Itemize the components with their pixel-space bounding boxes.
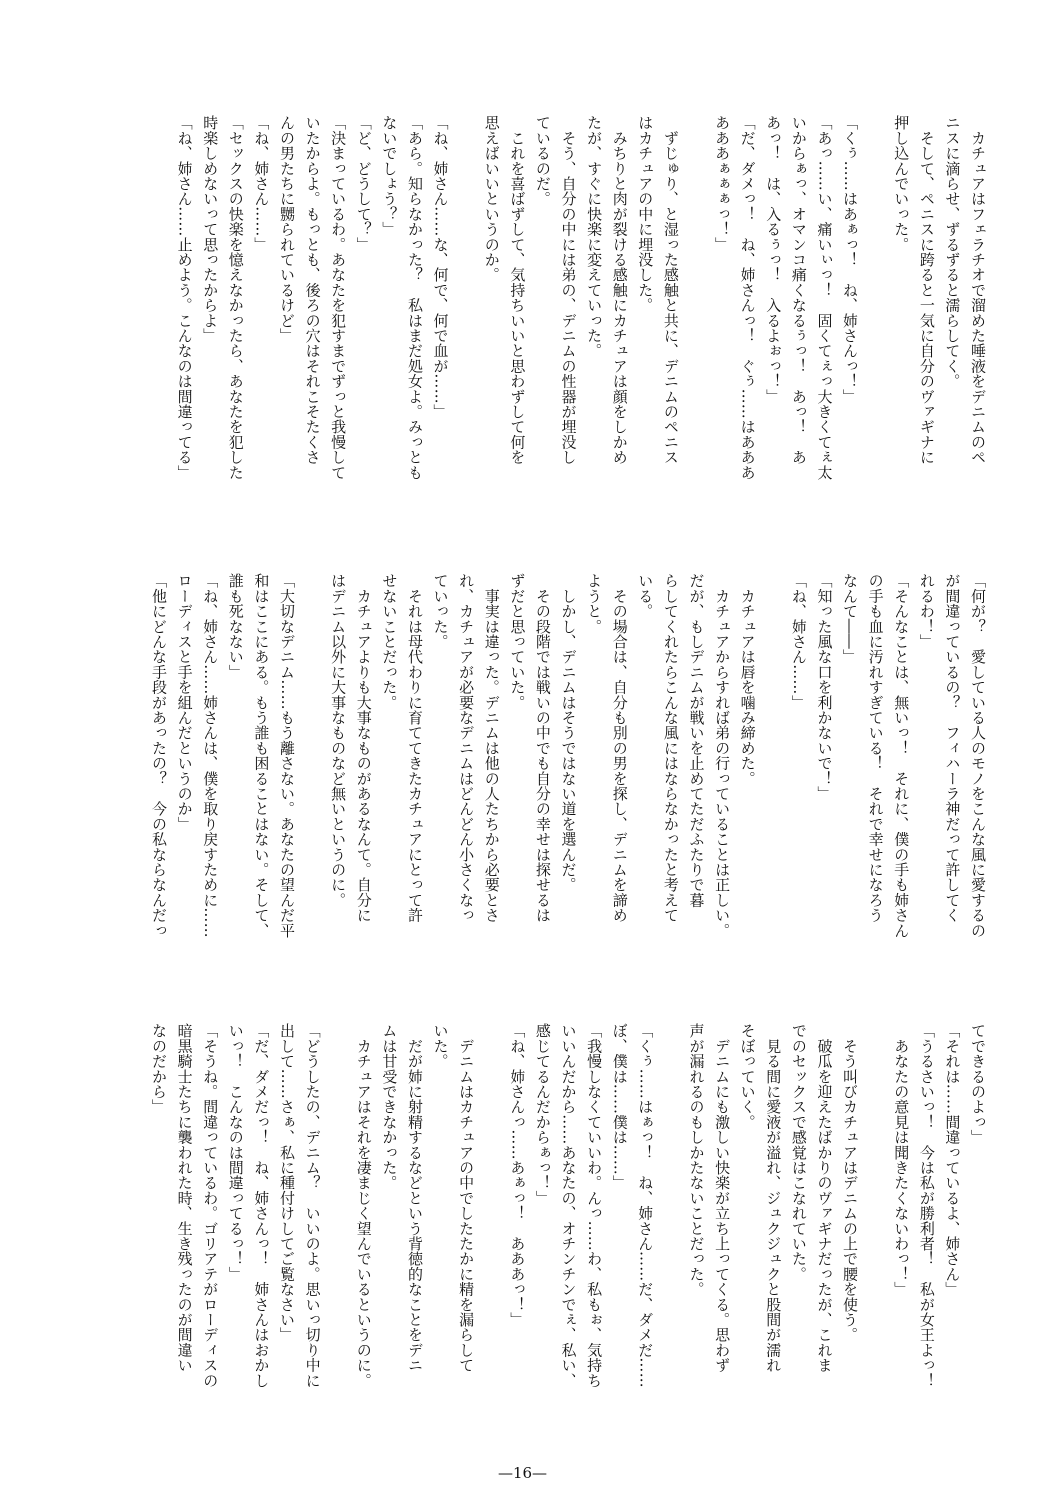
text-line: 誰も死なない」 xyxy=(226,573,245,680)
text-line: カチュアは唇を噛み締めた。 xyxy=(738,573,757,786)
text-line: いたからよ。もっとも、後ろの穴はそれこそたくさ xyxy=(303,115,322,465)
text-line: だが、もしデニムが戦いを止めてただふたりで暮 xyxy=(687,573,706,908)
paragraph-gap xyxy=(657,1023,683,1463)
paragraph-gap xyxy=(862,115,888,590)
text-line: 声が漏れるのもしかたないことだった。 xyxy=(687,1023,706,1297)
text-tier-top xyxy=(60,115,990,590)
text-line: せないことだった。 xyxy=(380,573,399,710)
text-line: いる。 xyxy=(636,573,655,619)
text-line: 「あら。知らなかった？ 私はまだ処女よ。みっとも xyxy=(405,115,424,480)
text-line: 破瓜を迎えたばかりのヴァギナだったが、これま xyxy=(815,1023,834,1373)
paragraph-gap xyxy=(453,115,479,590)
text-line: いた。 xyxy=(431,1023,450,1069)
text-line: てできるのよっ」 xyxy=(969,1023,987,1145)
paragraph-gap xyxy=(862,1023,888,1463)
text-line: 思えばいいというのか。 xyxy=(482,115,501,283)
text-line: 時楽しめないって思ったからよ」 xyxy=(201,115,220,343)
text-line: 「ど、どうして？」 xyxy=(354,115,373,252)
text-line: 「あっ……い、痛いぃっ！ 固くてぇっ大きくてぇ太 xyxy=(815,115,834,480)
text-line: そう叫びカチュアはデニムの上で腰を使う。 xyxy=(841,1023,860,1343)
text-line: なんて――」 xyxy=(841,573,860,665)
text-line: 「ね、姉さん……止めよう。こんなのは間違ってる」 xyxy=(175,115,194,480)
text-line: 「どうしたの、デニム？ いいのよ。思いっ切り中に xyxy=(303,1023,322,1388)
text-line: カチュアからすれば弟の行っていることは正しい。 xyxy=(713,573,732,938)
text-line: 感じてるんだからぁっ！」 xyxy=(533,1023,552,1206)
text-line: はデニム以外に大事なものなど無いというのに。 xyxy=(329,573,348,908)
text-line: あああぁぁぁっ！」 xyxy=(713,115,732,252)
text-line: 「それは……間違っているよ、姉さん」 xyxy=(943,1023,962,1297)
text-line: んの男たちに嬲られているけど」 xyxy=(277,115,296,343)
text-line: ムは甘受できなかった。 xyxy=(380,1023,399,1191)
text-line: が間違っているの？ フィハーラ神だって許してく xyxy=(943,573,962,923)
text-line: 「知った風な口を利かないで！」 xyxy=(815,573,834,801)
text-line: カチュアはそれを凄まじく望んでいるというのに。 xyxy=(354,1023,373,1388)
text-line: あっ！ は、入るぅっ！ 入るよぉっ！」 xyxy=(764,115,783,404)
text-tier-bottom xyxy=(60,1023,990,1463)
text-line: みちりと肉が裂ける感触にカチュアは顔をしかめ xyxy=(610,115,629,465)
vertical-text-block xyxy=(60,115,990,590)
text-line: 「セックスの快楽を憶えなかったら、あなたを犯した xyxy=(226,115,245,480)
text-line: そぼっていく。 xyxy=(738,1023,757,1130)
text-line: れるわ！」 xyxy=(917,573,936,649)
text-line: しかし、デニムはそうではない道を選んだ。 xyxy=(559,573,578,893)
text-line: ニスに滴らせ、ずるずると濡らしてく。 xyxy=(943,115,962,389)
text-line: それは母代わりに育ててきたカチュアにとって許 xyxy=(405,573,424,923)
text-line: 「他にどんな手段があったの？ 今の私ならなんだっ xyxy=(150,573,168,938)
text-line: ようと。 xyxy=(585,573,604,634)
text-line: いからぁっ、オマンコ痛くなるぅっ！ あっ！ あ xyxy=(789,115,808,465)
text-line: デニムにも激しい快楽が立ち上ってくる。思わず xyxy=(713,1023,732,1373)
text-line: 「ね、姉さん……」 xyxy=(789,573,808,710)
text-line: 事実は違った。デニムは他の人たちから必要とさ xyxy=(482,573,501,923)
text-line: 「そうね。間違っているわ。ゴリアテがローディスの xyxy=(201,1023,220,1388)
text-line: いっ！ こんなのは間違ってるっ！」 xyxy=(226,1023,245,1282)
text-line: ていった。 xyxy=(431,573,450,649)
text-tier-middle xyxy=(60,573,990,1043)
text-line: だが姉に射精するなどという背徳的なことをデニ xyxy=(405,1023,424,1373)
text-line: そして、ペニスに跨ると一気に自分のヴァギナに xyxy=(917,115,936,465)
vertical-text-block xyxy=(60,1023,990,1463)
text-line: 「くぅ……はぁっ！ ね、姉さん……だ、ダメだ…… xyxy=(636,1023,655,1388)
text-line: ているのだ。 xyxy=(533,115,552,207)
text-line: 暗黒騎士たちに襲われた時、生き残ったのが間違い xyxy=(175,1023,194,1373)
text-line: 「うるさいっ！ 今は私が勝利者！ 私が女王よっ！ xyxy=(917,1023,936,1388)
page-number: —16— xyxy=(497,1464,548,1482)
text-line: その段階では戦いの中でも自分の幸せは探せるは xyxy=(533,573,552,923)
text-line: 「決まっているわ。あなたを犯すまでずっと我慢して xyxy=(329,115,348,480)
text-line: 「そんなことは、無いっ！ それに、僕の手も姉さん xyxy=(892,573,911,938)
text-line: 「だ、ダメっ！ ね、姉さんっ！ ぐぅ……はあああ xyxy=(738,115,757,480)
text-line: 「ね、姉さんっ……あぁっ！ あああっ！」 xyxy=(508,1023,527,1327)
text-line: ないでしょう？」 xyxy=(380,115,399,237)
text-line: でのセックスで感覚はこなれていた。 xyxy=(789,1023,808,1282)
text-line: なのだから」 xyxy=(150,1023,168,1115)
text-line: いいんだから……あなたの、オチンチンでぇ、私い、 xyxy=(559,1023,578,1388)
text-line: 「だ、ダメだっ！ ね、姉さんっ！ 姉さんはおかし xyxy=(252,1023,271,1388)
text-line: たが、すぐに快楽に変えていった。 xyxy=(585,115,604,359)
paragraph-gap xyxy=(760,573,786,1043)
vertical-text-block xyxy=(60,573,990,1043)
text-line: ぼ、僕は……僕は……」 xyxy=(610,1023,629,1191)
text-line: その場合は、自分も別の男を探し、デニムを諦め xyxy=(610,573,629,923)
text-line: これを喜ばずして、気持ちいいと思わずして何を xyxy=(508,115,527,465)
paragraph-gap xyxy=(478,1023,504,1463)
text-line: ずだと思っていた。 xyxy=(508,573,527,710)
paragraph-gap xyxy=(325,1023,351,1463)
text-line: あなたの意見は聞きたくないわっ！」 xyxy=(892,1023,911,1297)
paragraph-gap xyxy=(299,573,325,1043)
text-line: 「くぅ……はあぁっ！ ね、姉さんっ！」 xyxy=(841,115,860,404)
text-line: 押し込んでいった。 xyxy=(892,115,911,252)
text-line: ローディスと手を組んだというのか」 xyxy=(175,573,194,832)
text-line: ずじゅり、と湿った感触と共に、デニムのペニス xyxy=(661,115,680,465)
text-line: 「ね、姉さん……」 xyxy=(252,115,271,252)
text-line: 出して……さぁ、私に種付けしてご覧なさい」 xyxy=(277,1023,296,1343)
text-line: 和はここにある。もう誰も困ることはない。そして、 xyxy=(252,573,271,938)
text-line: 「我慢しなくていいわ。んっ……わ、私もぉ、気持ち xyxy=(585,1023,604,1388)
text-line: の手も血に汚れすぎている！ それで幸せになろう xyxy=(866,573,885,923)
text-line: 見る間に愛液が溢れ、ジュクジュクと股間が濡れ xyxy=(764,1023,783,1373)
text-line: 「ね、姉さん……姉さんは、僕を取り戻すために…… xyxy=(201,573,220,938)
text-line: カチュアよりも大事なものがあるなんて。自分に xyxy=(354,573,373,923)
text-line: デニムはカチュアの中でしたたかに精を漏らして xyxy=(457,1023,476,1373)
text-line: そう、自分の中には弟の、デニムの性器が埋没し xyxy=(559,115,578,465)
paragraph-gap xyxy=(683,115,709,590)
text-line: 「大切なデニム……もう離さない。あなたの望んだ平 xyxy=(277,573,296,938)
text-line: 「ね、姉さん……な、何で、何で血が……」 xyxy=(431,115,450,419)
text-line: れ、カチュアが必要なデニムはどんどん小さくなっ xyxy=(457,573,476,923)
text-line: らしてくれたらこんな風にはならなかったと考えて xyxy=(661,573,680,923)
text-line: カチュアはフェラチオで溜めた唾液をデニムのペ xyxy=(969,115,987,465)
text-line: 「何が？ 愛している人のモノをこんな風に愛するの xyxy=(969,573,987,938)
text-line: はカチュアの中に埋没した。 xyxy=(636,115,655,313)
